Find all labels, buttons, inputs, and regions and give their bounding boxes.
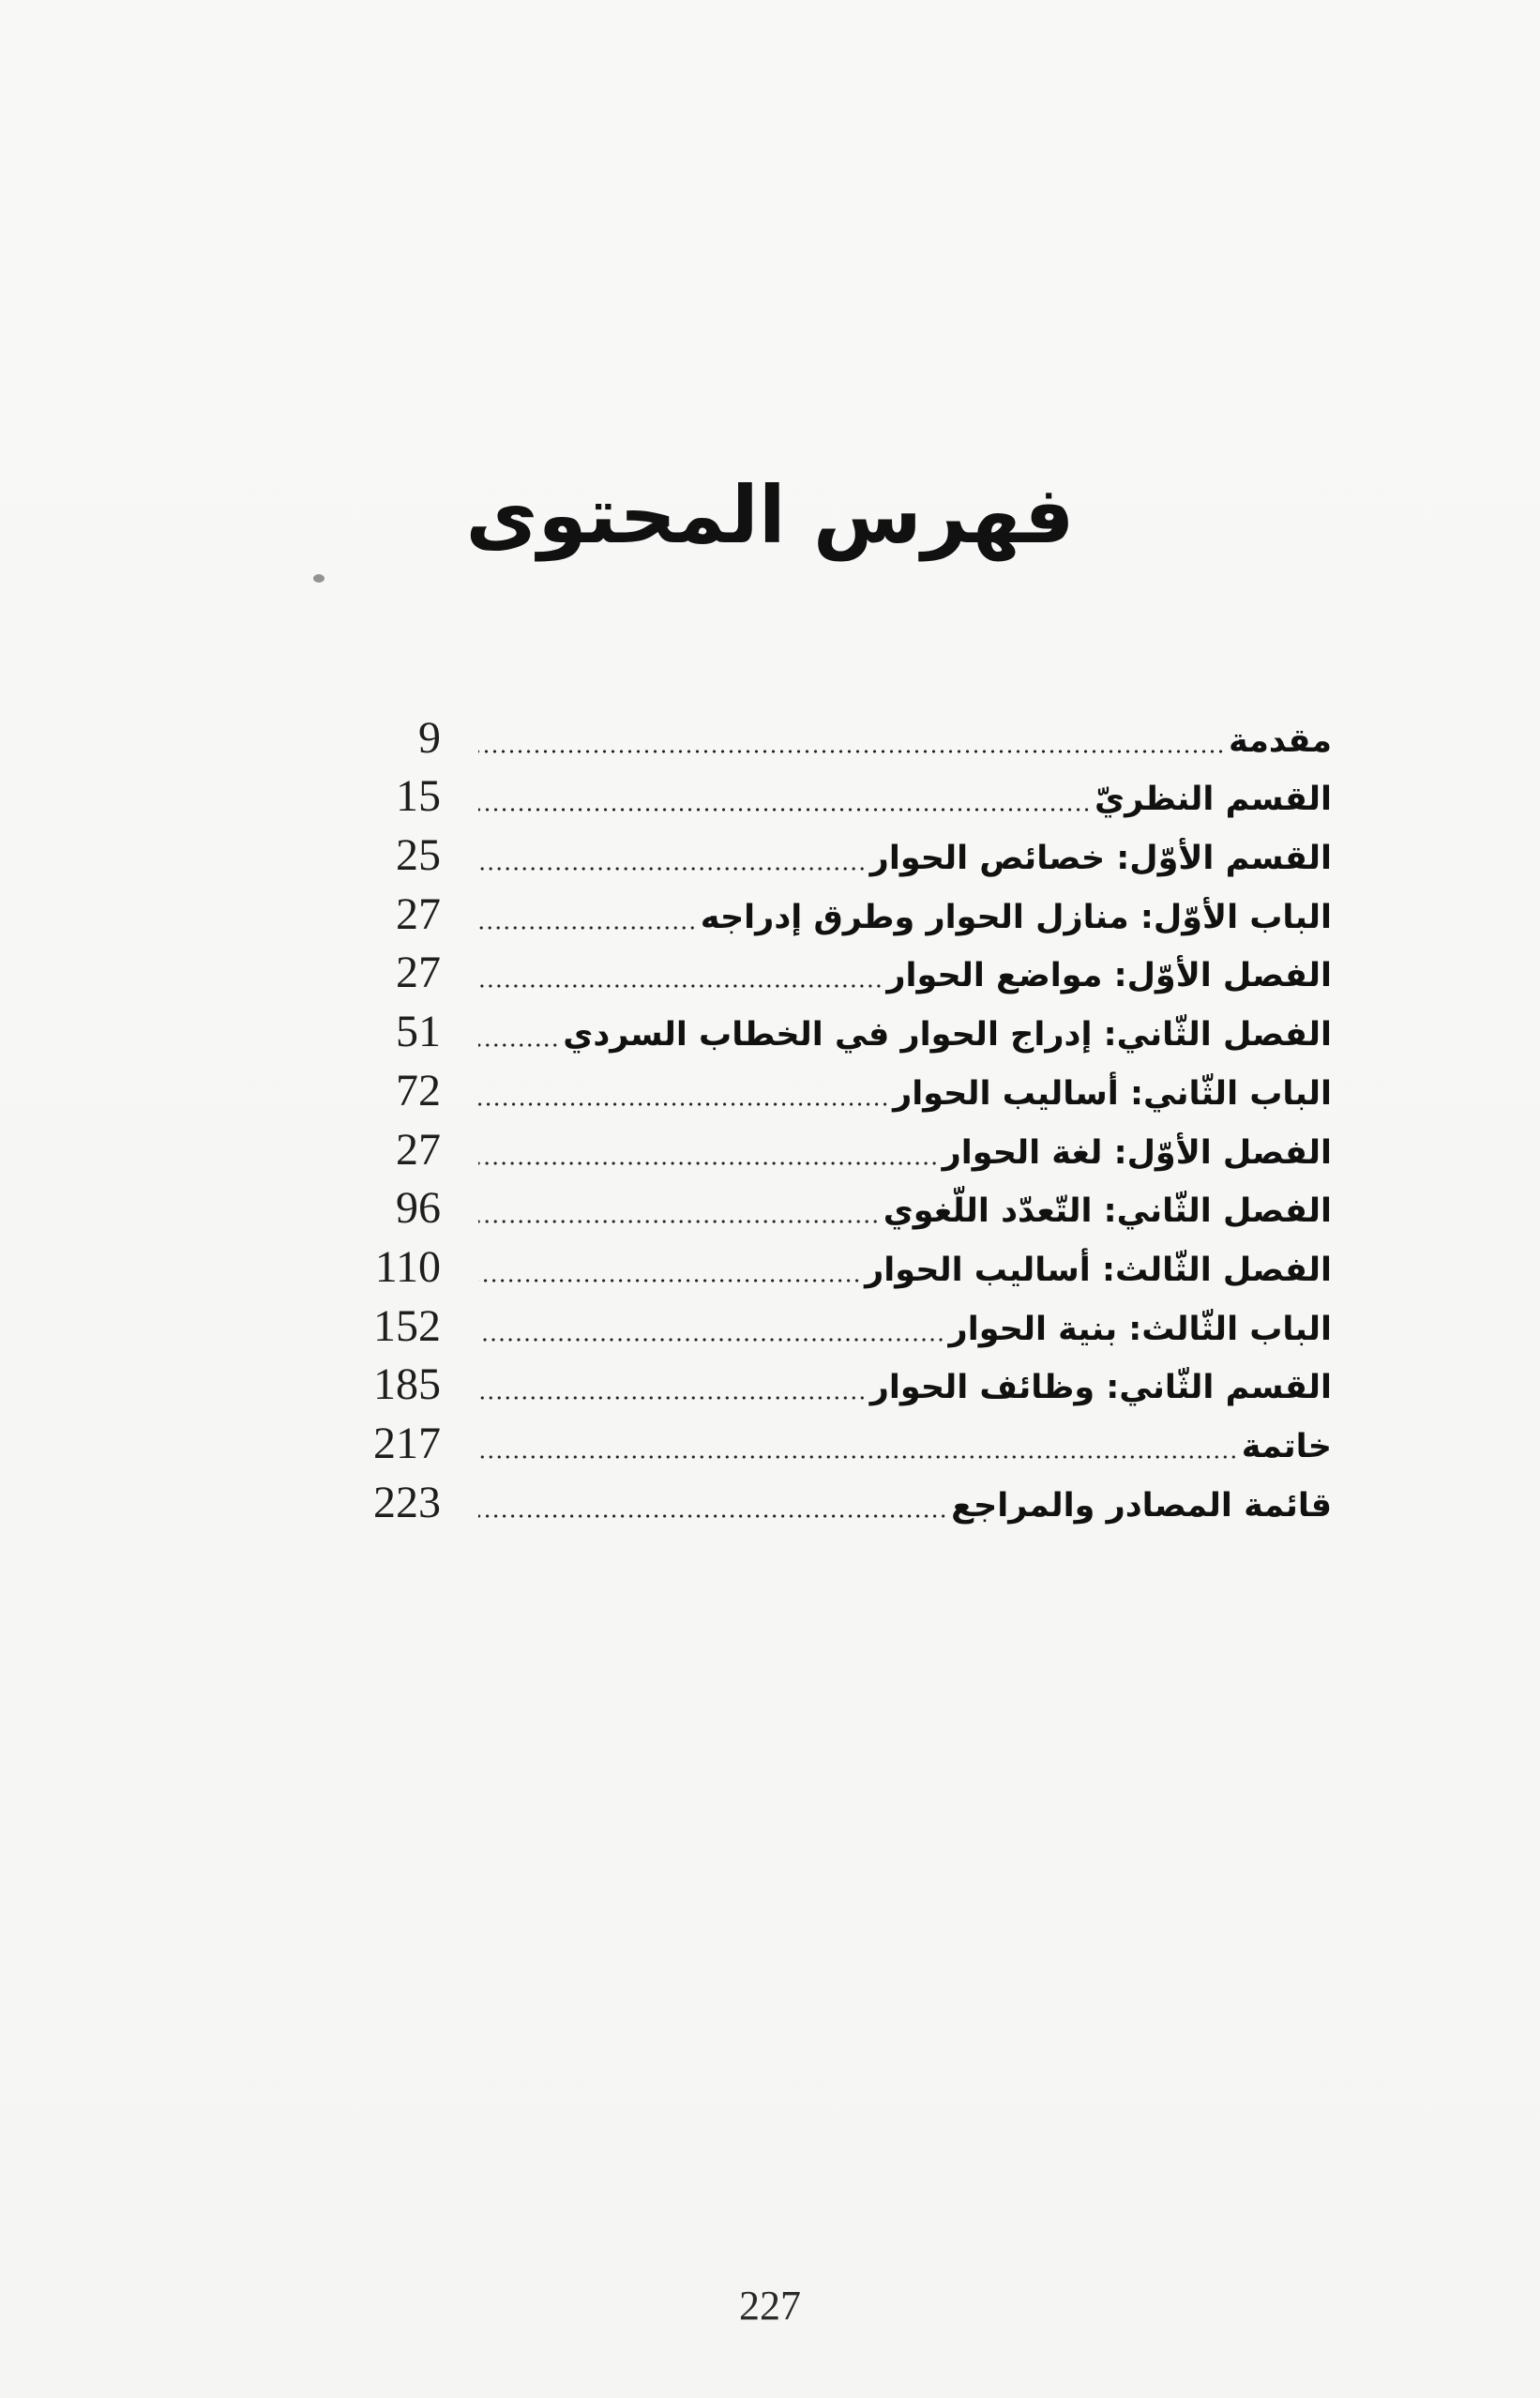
dot-leader	[478, 750, 1225, 753]
toc-row	[356, 941, 1332, 1000]
toc-row	[356, 1235, 1332, 1294]
dot-leader	[478, 1338, 945, 1342]
dot-leader	[478, 1161, 939, 1165]
toc-label: القسم النظريّ	[1095, 781, 1332, 819]
toc-row	[356, 823, 1332, 882]
toc-page-number: 27	[396, 888, 441, 939]
page-number-footer: 227	[739, 2283, 801, 2329]
toc-page-number: 51	[396, 1007, 441, 1057]
toc-row	[356, 1353, 1332, 1412]
toc-row	[356, 999, 1332, 1058]
toc-page-number: 110	[374, 1241, 441, 1292]
dot-leader	[478, 867, 867, 871]
toc-row	[356, 1117, 1332, 1176]
toc-entry	[478, 1368, 1332, 1407]
toc-row	[356, 1294, 1332, 1353]
dot-leader	[478, 1396, 867, 1400]
toc-entry	[478, 1015, 1332, 1055]
toc-entry	[478, 1191, 1332, 1231]
table-of-contents	[356, 706, 1332, 1529]
toc-entry	[478, 1486, 1332, 1525]
toc-entry	[478, 956, 1332, 995]
toc-page-number: 217	[373, 1418, 441, 1468]
toc-label: القسم الأوّل: خصائص الحوار	[869, 840, 1332, 878]
toc-label: الباب الأوّل: منازل الحوار وطرق إدراجه	[700, 898, 1332, 936]
toc-page-number: 152	[373, 1300, 441, 1351]
toc-row	[356, 765, 1332, 824]
toc-entry	[478, 1310, 1332, 1349]
toc-row	[356, 1470, 1332, 1529]
toc-label: الباب الثّاني: أساليب الحوار	[893, 1074, 1332, 1113]
page-title: فهرس المحتوى	[465, 469, 1075, 561]
toc-label: الفصل الثّالث: أساليب الحوار	[865, 1251, 1332, 1289]
toc-label: خاتمة	[1241, 1427, 1332, 1465]
toc-entry	[478, 1427, 1332, 1466]
toc-page-number: 27	[396, 1124, 441, 1175]
dot-leader	[478, 1102, 889, 1106]
dot-leader	[478, 808, 1091, 812]
toc-label: مقدمة	[1229, 721, 1332, 760]
toc-entry	[478, 1074, 1332, 1114]
toc-page-number: 25	[396, 830, 441, 881]
toc-page-number: 27	[396, 948, 441, 998]
dot-leader	[478, 984, 883, 988]
toc-row	[356, 706, 1332, 765]
toc-page-number: 72	[396, 1065, 441, 1116]
toc-row	[356, 1176, 1332, 1236]
dot-leader	[478, 926, 697, 930]
toc-entry	[478, 839, 1332, 878]
toc-entry	[478, 898, 1332, 937]
toc-page-number: 223	[373, 1477, 441, 1527]
ink-speck	[313, 574, 325, 583]
dot-leader	[478, 1220, 880, 1223]
toc-label: الفصل الأوّل: لغة الحوار	[942, 1133, 1332, 1172]
toc-label: الفصل الأوّل: مواضع الحوار	[886, 957, 1332, 995]
toc-label: قائمة المصادر والمراجع	[951, 1486, 1332, 1525]
toc-row	[356, 882, 1332, 941]
toc-label: الفصل الثّاني: التّعدّد اللّغوي	[883, 1192, 1332, 1231]
dot-leader	[478, 1043, 559, 1047]
dot-leader	[478, 1279, 861, 1282]
dot-leader	[478, 1514, 947, 1518]
toc-entry	[478, 780, 1332, 819]
toc-label: الفصل الثّاني: إدراج الحوار في الخطاب السردي	[563, 1016, 1332, 1055]
toc-label: القسم الثّاني: وظائف الحوار	[869, 1369, 1332, 1407]
toc-page-number: 185	[373, 1359, 441, 1410]
toc-entry	[478, 721, 1332, 761]
dot-leader	[478, 1455, 1238, 1459]
toc-row	[356, 1411, 1332, 1470]
toc-row	[356, 1058, 1332, 1117]
toc-entry	[478, 1251, 1332, 1290]
toc-page-number: 9	[418, 712, 441, 763]
toc-page-number: 96	[396, 1183, 441, 1234]
toc-entry	[478, 1133, 1332, 1173]
toc-page-number: 15	[396, 771, 441, 822]
toc-label: الباب الثّالث: بنية الحوار	[948, 1310, 1332, 1348]
